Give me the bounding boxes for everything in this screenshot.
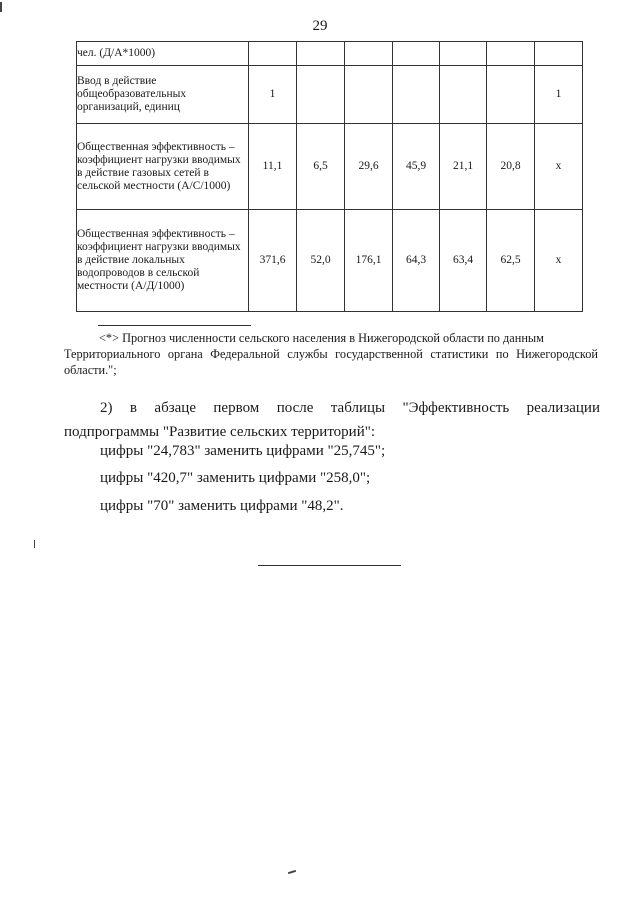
table-cell: 1 (249, 66, 297, 124)
table-cell (487, 66, 535, 124)
footnote-first-line: <*> Прогноз численности сельского населения в Нижегородской области по данным (99, 331, 544, 345)
table-row (77, 42, 583, 66)
table-cell (440, 42, 487, 66)
replacement-line-3: цифры "70" заменить цифрами "48,2". (100, 498, 344, 514)
efficiency-table (76, 41, 583, 312)
footnote-continuation: Территориального органа Федеральной службы государственной статистики по Нижегородской области."; (64, 347, 598, 377)
table-cell: х (535, 210, 583, 312)
table-cell: 63,4 (440, 210, 487, 312)
table-cell (440, 66, 487, 124)
closing-rule (258, 565, 401, 566)
table-cell (249, 42, 297, 66)
table-cell: 20,8 (487, 124, 535, 210)
scan-mark (288, 870, 296, 874)
replacement-line-1: цифры "24,783" заменить цифрами "25,745"; (100, 443, 386, 459)
table-cell: 371,6 (249, 210, 297, 312)
row-label: Ввод в действие общеобразовательных организаций, единиц (77, 66, 249, 124)
table-cell (393, 66, 440, 124)
table-cell: 11,1 (249, 124, 297, 210)
row-label: чел. (Д/А*1000) (77, 42, 249, 66)
table-cell: 62,5 (487, 210, 535, 312)
table-cell: 29,6 (345, 124, 393, 210)
scan-mark (34, 540, 35, 548)
amendment-paragraph: 2) в абзаце первом после таблицы "Эффективность реализации подпрограммы "Развитие сельских территорий": (64, 400, 600, 440)
row-label: Общественная эффективность – коэффициент нагрузки вводимых в действие газовых сетей в сельской местности (А/С/1000) (77, 124, 249, 210)
table-row (77, 210, 583, 312)
table-cell (345, 66, 393, 124)
table-cell: 52,0 (297, 210, 345, 312)
table-row (77, 66, 583, 124)
table-cell (297, 66, 345, 124)
page-number: 29 (312, 18, 328, 34)
row-label: Общественная эффективность – коэффициент нагрузки вводимых в действие локальных водопроводов в сельской местности (А/Д/1000) (77, 210, 249, 312)
footnote-rule (98, 325, 251, 326)
table-cell: 64,3 (393, 210, 440, 312)
scan-mark (0, 2, 2, 12)
footnote (64, 330, 598, 378)
table-cell (535, 42, 583, 66)
replacement-line-2: цифры "420,7" заменить цифрами "258,0"; (100, 470, 371, 486)
table-cell (487, 42, 535, 66)
table-row (77, 124, 583, 210)
table-cell (297, 42, 345, 66)
table-cell: 176,1 (345, 210, 393, 312)
table-cell: 21,1 (440, 124, 487, 210)
table-cell: 6,5 (297, 124, 345, 210)
table-cell (393, 42, 440, 66)
table-cell: 45,9 (393, 124, 440, 210)
table-cell: 1 (535, 66, 583, 124)
table-cell (345, 42, 393, 66)
table-cell: х (535, 124, 583, 210)
